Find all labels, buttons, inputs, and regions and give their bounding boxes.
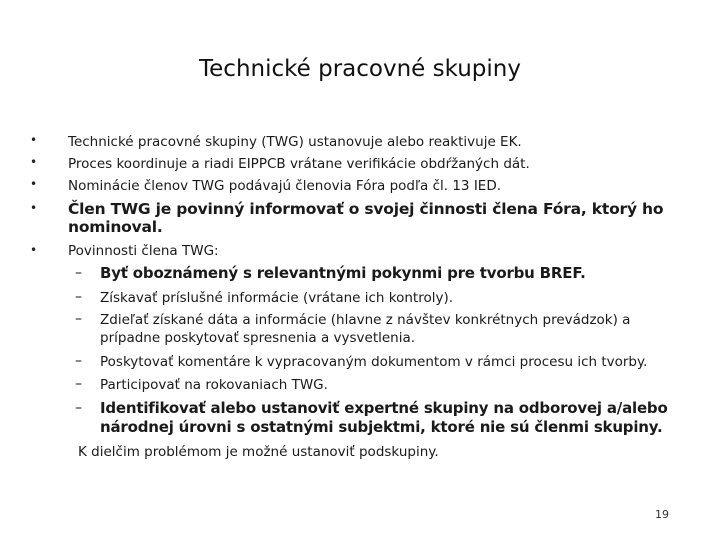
bullet-marker: • (30, 133, 38, 147)
bullet-marker: • (30, 201, 38, 215)
sub-bullet-item: Participovať na rokovaniach TWG. (100, 377, 328, 393)
dash-marker: – (75, 400, 82, 416)
dash-marker: – (75, 265, 82, 281)
dash-marker: – (75, 376, 82, 392)
bullet-item: Proces koordinuje a riadi EIPPCB vrátane verifikácie obdŕžaných dát. (68, 156, 530, 172)
sub-bullet-item: Poskytovať komentáre k vypracovaným dokumentom v rámci procesu ich tvorby. (100, 354, 648, 370)
bullet-item: Nominácie členov TWG podávajú členovia Fóra podľa čl. 13 IED. (68, 178, 502, 194)
sub-bullet-item: Získavať príslušné informácie (vrátane ich kontroly). (100, 290, 454, 306)
page-number: 19 (655, 508, 669, 521)
bullet-item: Člen TWG je povinný informovať o svojej činnosti člena Fóra, ktorý ho nominoval. (68, 200, 664, 236)
bullet-marker: • (30, 155, 38, 169)
bullet-item: Technické pracovné skupiny (TWG) ustanovuje alebo reaktivuje EK. (68, 134, 522, 150)
sub-bullet-item: Zdieľať získané dáta a informácie (hlavne z návštev konkrétnych prevádzok) a prípadne poskytovať spresnenia a vysvetlenia. (100, 312, 631, 346)
dash-marker: – (75, 311, 82, 327)
sub-bullet-item: Byť oboznámený s relevantnými pokynmi pre tvorbu BREF. (100, 264, 586, 282)
dash-marker: – (75, 353, 82, 369)
bullet-marker: • (30, 177, 38, 191)
sub-bullet-item: Identifikovať alebo ustanoviť expertné skupiny na odborovej a/alebo národnej úrovni s ostatnými subjektmi, ktoré nie sú členmi skupiny. (100, 399, 668, 436)
slide-title: Technické pracovné skupiny (199, 56, 521, 82)
bullet-marker: • (30, 243, 38, 257)
note-text: K dielčim problémom je možné ustanoviť podskupiny. (78, 444, 439, 460)
bullet-item: Povinnosti člena TWG: (68, 243, 219, 259)
dash-marker: – (75, 289, 82, 305)
